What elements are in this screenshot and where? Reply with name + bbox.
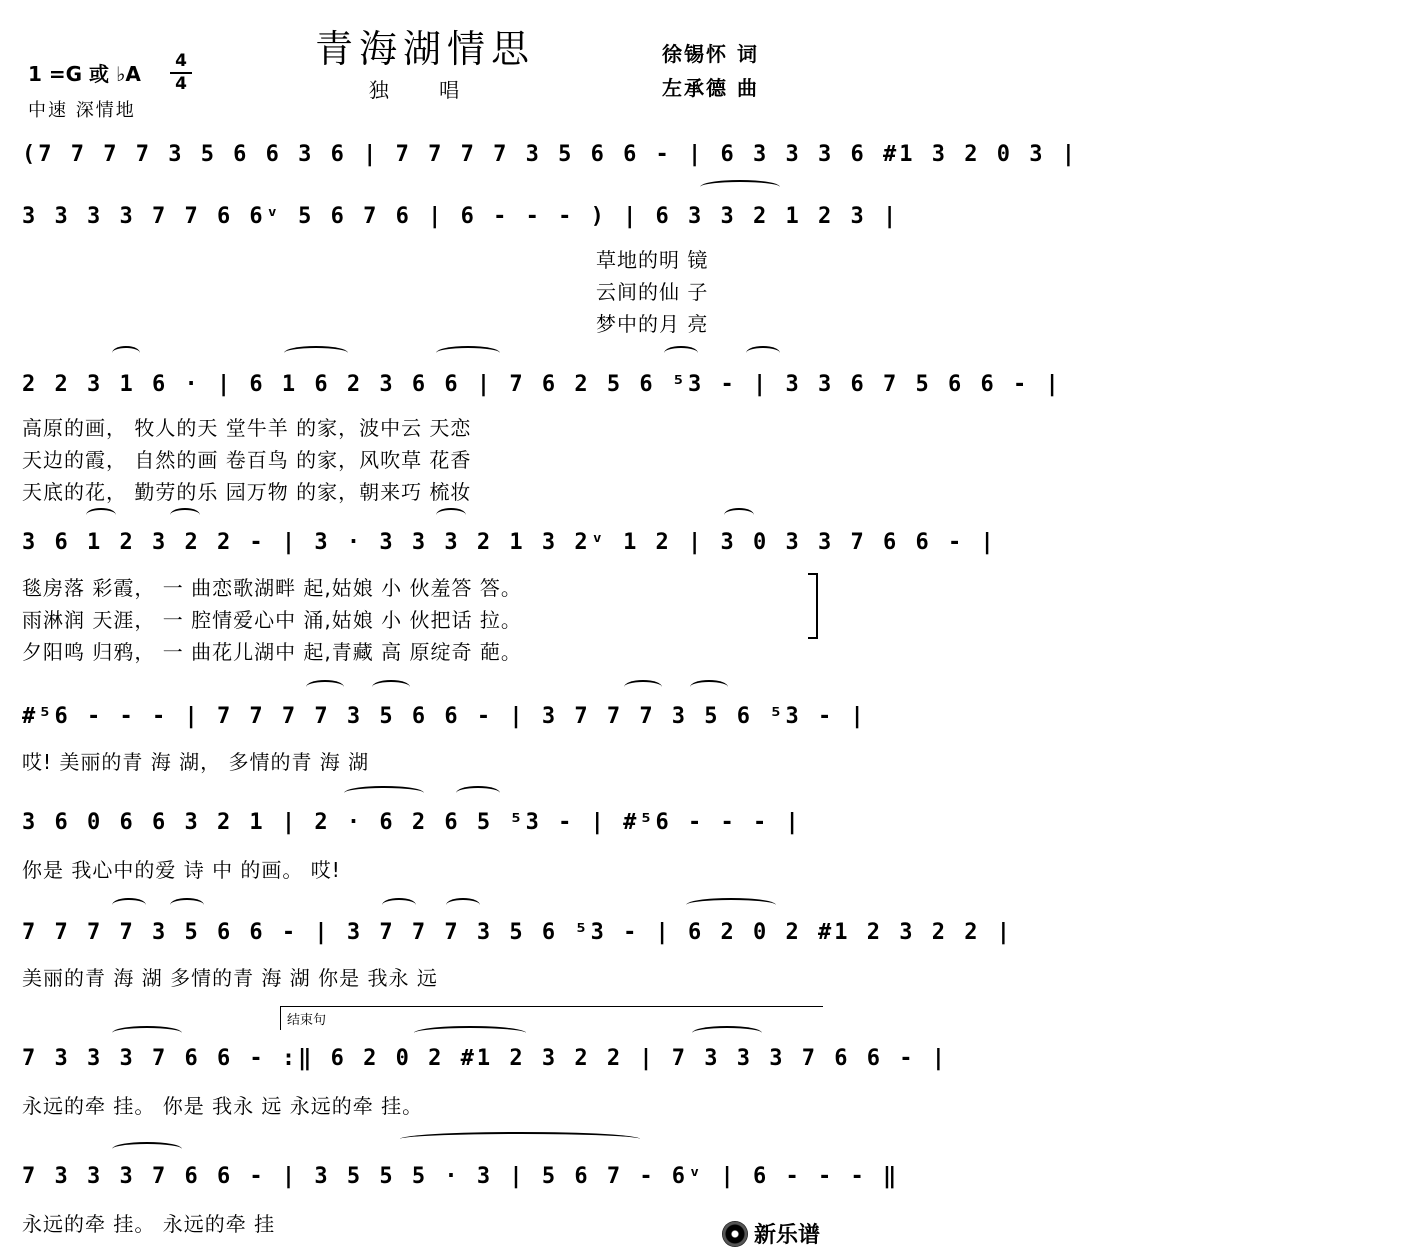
slur <box>112 346 140 360</box>
staff-line-4: 3 6 1 2 3 2 2 - | 3 · 3 3 3 2 1 3 2ᵛ 1 2 | 3 0 3 3 7 6 6 - | <box>22 530 997 555</box>
lyric-intro-verse-2: 云间的仙 子 <box>596 280 709 304</box>
lyric-line-7: 美丽的青 海 湖 多情的青 海 湖 你是 我永 远 <box>22 966 438 990</box>
lyric-line-4-verse-2: 雨淋润 天涯， 一 腔情爱心中 涌,姑娘 小 伙把话 拉。 <box>22 608 522 632</box>
slur <box>400 1132 640 1146</box>
song-title: 青海湖情思 <box>314 27 535 71</box>
lyric-line-4-verse-1: 毯房落 彩霞， 一 曲恋歌湖畔 起,姑娘 小 伙羞答 答。 <box>22 576 522 600</box>
staff-line-5: #⁵6 - - - | 7 7 7 7 3 5 6 6 - | 3 7 7 7 3 5 6 ⁵3 - | <box>22 704 867 729</box>
lyric-line-3-verse-1: 高原的画， 牧人的天 堂牛羊 的家，波中云 天恋 <box>22 416 472 440</box>
performance-type: 独 唱 <box>368 78 482 102</box>
slur <box>436 346 500 360</box>
lyric-line-3-verse-2: 天边的霞， 自然的画 卷百鸟 的家，风吹草 花香 <box>22 448 472 472</box>
site-logo <box>722 1218 820 1249</box>
slur <box>344 786 424 800</box>
slur <box>700 180 780 194</box>
slur <box>112 898 146 912</box>
slur <box>170 508 200 522</box>
staff-line-3: 2 2 3 1 6 · | 6 1 6 2 3 6 6 | 7 6 2 5 6 ⁵3 - | 3 3 6 7 5 6 6 - | <box>22 372 1062 397</box>
slur <box>664 346 698 360</box>
staff-line-8: 7 3 3 3 7 6 6 - :‖ 6 2 0 2 #1 2 3 2 2 | 7 3 3 3 7 6 6 - | <box>22 1046 948 1071</box>
verse-brace <box>808 573 818 639</box>
staff-line-2: 3 3 3 3 7 7 6 6ᵛ 5 6 7 6 | 6 - - - ) | 6 3 3 2 1 2 3 | <box>22 204 900 229</box>
lyric-line-4-verse-3: 夕阳鸣 归鸦， 一 曲花儿湖中 起,青藏 高 原绽奇 葩。 <box>22 640 522 664</box>
lyric-intro-verse-1: 草地的明 镜 <box>596 248 709 272</box>
slur <box>724 508 754 522</box>
lyric-line-3-verse-3: 天底的花， 勤劳的乐 园万物 的家，朝来巧 梳妆 <box>22 480 472 504</box>
slur <box>306 680 344 694</box>
slur <box>446 898 480 912</box>
staff-line-1: (7 7 7 7 3 5 6 6 3 6 | 7 7 7 7 3 5 6 6 - | 6 3 3 3 6 #1 3 2 0 3 | <box>22 142 1078 167</box>
time-sig-bottom: 4 <box>175 74 187 94</box>
slur <box>456 786 500 800</box>
slur <box>690 680 728 694</box>
lyric-line-5: 哎! 美丽的青 海 湖， 多情的青 海 湖 <box>22 750 370 774</box>
staff-line-6: 3 6 0 6 6 3 2 1 | 2 · 6 2 6 5 ⁵3 - | #⁵6 - - - | <box>22 810 802 835</box>
slur <box>284 346 348 360</box>
key-signature: 1 =G 或 ♭A <box>28 62 141 86</box>
record-disc-icon <box>722 1221 748 1247</box>
slur <box>746 346 780 360</box>
slur <box>692 1026 762 1040</box>
time-signature <box>170 52 192 94</box>
slur <box>414 1026 526 1040</box>
slur <box>112 1142 182 1156</box>
ending-section-label: 结束句 <box>280 1006 823 1030</box>
slur <box>112 1026 182 1040</box>
lyric-line-8: 永远的牵 挂。 你是 我永 远 永远的牵 挂。 <box>22 1094 424 1118</box>
time-sig-top: 4 <box>175 51 187 71</box>
slur <box>686 898 776 912</box>
composer-credit: 左承德 曲 <box>662 76 759 100</box>
lyricist-credit: 徐锡怀 词 <box>662 42 759 66</box>
slur <box>170 898 204 912</box>
staff-line-9: 7 3 3 3 7 6 6 - | 3 5 5 5 · 3 | 5 6 7 - 6ᵛ | 6 - - - ‖ <box>22 1164 900 1189</box>
slur <box>624 680 662 694</box>
slur <box>86 508 116 522</box>
staff-line-7: 7 7 7 7 3 5 6 6 - | 3 7 7 7 3 5 6 ⁵3 - | 6 2 0 2 #1 2 3 2 2 | <box>22 920 1013 945</box>
tempo-marking: 中速 深情地 <box>28 100 136 121</box>
slur <box>372 680 410 694</box>
slur <box>382 898 416 912</box>
lyric-line-9: 永远的牵 挂。 永远的牵 挂 <box>22 1212 276 1236</box>
lyric-line-6: 你是 我心中的爱 诗 中 的画。 哎! <box>22 858 341 882</box>
lyric-intro-verse-3: 梦中的月 亮 <box>596 312 709 336</box>
slur <box>436 508 466 522</box>
logo-text: 新乐谱 <box>754 1223 821 1248</box>
